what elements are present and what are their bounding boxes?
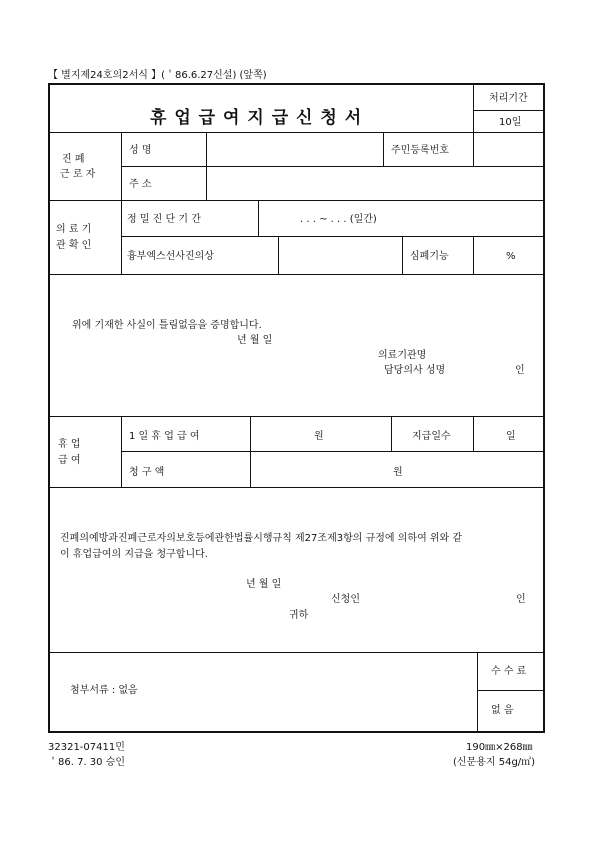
paper-type: (신문용지 54g/㎡)	[453, 757, 536, 768]
addressee: 귀하	[289, 610, 309, 621]
institution-label: 의료기관명	[378, 350, 427, 361]
doctor-name-label: 담당의사 성명	[384, 365, 446, 376]
certification-date[interactable]: 년 월 일	[237, 335, 273, 346]
application-form	[48, 83, 545, 733]
doctor-seal: 인	[515, 365, 525, 376]
approval-date: ＇86. 7. 30 승인	[48, 757, 126, 768]
cardiopulmonary-unit[interactable]: %	[506, 251, 516, 262]
fee-value: 없 음	[491, 705, 514, 716]
address-label: 주 소	[129, 179, 152, 190]
medical-section-label-2: 관 확 인	[56, 240, 92, 251]
application-statement-1: 진폐의예방과진폐근로자의보호등에관한법률시행규칙 제27조제3항의 규정에 의하여 위와 같	[60, 533, 463, 544]
form-code: 32321-07411민	[48, 742, 125, 753]
application-statement-2: 이 휴업급여의 지급을 청구합니다.	[60, 549, 208, 560]
benefit-section-label-1: 휴 업	[58, 439, 81, 450]
processing-period-value: 10일	[499, 117, 522, 128]
resident-number-field[interactable]	[474, 133, 544, 165]
name-field[interactable]	[207, 133, 382, 165]
worker-section-label-2: 근 로 자	[60, 169, 96, 180]
diagnosis-label: 흉부엑스선사진의상	[127, 251, 214, 262]
claim-amount-label: 청 구 액	[129, 467, 165, 478]
certification-statement: 위에 기재한 사실이 틀림없음을 증명합니다.	[72, 320, 262, 331]
medical-section-label-1: 의 료 기	[56, 224, 92, 235]
fee-label: 수 수 료	[491, 666, 527, 677]
exam-period-label: 정 밀 진 단 기 간	[127, 214, 201, 225]
name-label: 성 명	[129, 145, 152, 156]
diagnosis-field[interactable]	[279, 237, 401, 273]
daily-benefit-label: 1 일 휴 업 급 여	[129, 431, 200, 442]
payment-days-label: 지급일수	[412, 431, 451, 442]
payment-days-unit[interactable]: 일	[506, 431, 516, 442]
worker-section-label-1: 진 폐	[62, 154, 85, 165]
exam-period-value[interactable]: . . . ~ . . . (일간)	[300, 214, 377, 225]
address-field[interactable]	[207, 167, 544, 199]
application-date[interactable]: 년 월 일	[246, 579, 282, 590]
form-title: 휴 업 급 여 지 급 신 청 서	[150, 108, 363, 128]
cardiopulmonary-label: 심폐기능	[410, 251, 449, 262]
claim-amount-won[interactable]: 원	[393, 467, 403, 478]
processing-period-label: 처리기간	[489, 93, 528, 104]
applicant-label: 신청인	[331, 594, 360, 605]
attachments-label: 첨부서류 : 없음	[70, 685, 138, 696]
applicant-seal: 인	[516, 594, 526, 605]
daily-benefit-won[interactable]: 원	[314, 431, 324, 442]
paper-size: 190㎜×268㎜	[466, 742, 533, 753]
form-reference: 【 별지제24호의2서식 】(＇86.6.27신설) (앞쪽)	[48, 70, 267, 81]
benefit-section-label-2: 급 여	[58, 455, 81, 466]
resident-number-label: 주민등록번호	[391, 145, 449, 156]
